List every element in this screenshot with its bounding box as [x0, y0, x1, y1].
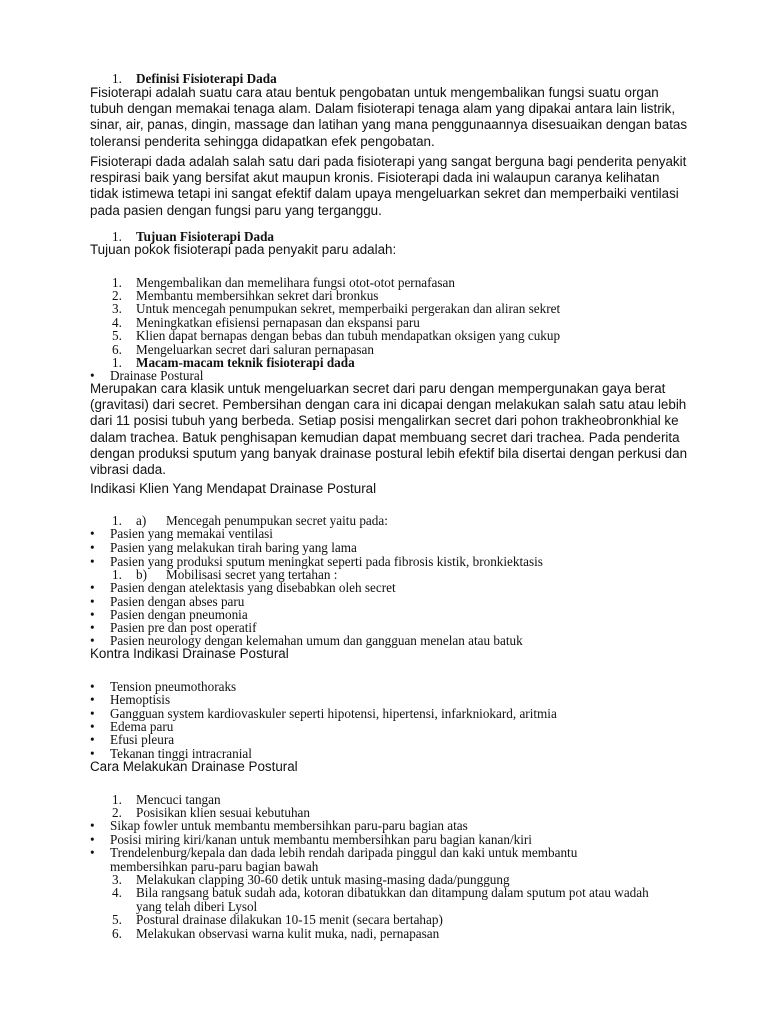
list-item: Sikap fowler untuk membantu membersihkan paru-paru bagian atas — [110, 818, 468, 833]
list-number: 6. — [112, 342, 122, 357]
section-title-cara-melakukan: Cara Melakukan Drainase Postural — [90, 759, 298, 774]
list-item: Pasien yang melakukan tirah baring yang lama — [110, 540, 357, 555]
list-item: Mengembalikan dan memelihara fungsi otot-otot pernafasan — [136, 275, 455, 290]
list-item: Tekanan tinggi intracranial — [110, 746, 252, 761]
section-title-macam-teknik: Macam-macam teknik fisioterapi dada — [136, 355, 355, 370]
list-item: Pasien pre dan post operatif — [110, 620, 257, 635]
list-item: Untuk mencegah penumpukan sekret, memperbaiki pergerakan dan aliran sekret — [136, 301, 561, 316]
list-number: 1. — [112, 567, 122, 582]
list-item: Klien dapat bernapas dengan bebas dan tubuh mendapatkan oksigen yang cukup — [136, 328, 561, 343]
bullet-mark: • — [90, 719, 95, 734]
bullet-mark: • — [90, 607, 95, 622]
list-item: Gangguan system kardiovaskuler seperti hipotensi, hipertensi, infarkniokard, aritmia — [110, 706, 557, 721]
bullet-mark: • — [90, 832, 95, 847]
list-number: 1. — [112, 792, 122, 807]
list-item: Melakukan clapping 30-60 detik untuk masing-masing dada/punggung — [136, 872, 510, 887]
section-title-indikasi: Indikasi Klien Yang Mendapat Drainase Postural — [90, 481, 377, 496]
bullet-mark: • — [90, 845, 95, 860]
list-number: 2. — [112, 288, 122, 303]
section-title-tujuan: Tujuan Fisioterapi Dada — [136, 229, 275, 244]
section-number: 1. — [112, 355, 122, 370]
list-item-drainase-postural: Drainase Postural — [110, 368, 204, 383]
bullet-mark: • — [90, 706, 95, 721]
list-item: Pasien yang produksi sputum meningkat seperti pada fibrosis kistik, bronkiektasis — [110, 554, 543, 569]
list-number: 2. — [112, 805, 122, 820]
bullet-mark: • — [90, 633, 95, 648]
paragraph-tujuan-intro: Tujuan pokok fisioterapi pada penyakit paru adalah: — [90, 242, 397, 257]
bullet-mark: • — [90, 594, 95, 609]
list-item: Trendelenburg/kepala dan dada lebih rendah daripada pinggul dan kaki untuk membantu membersihkan paru-paru bagian bawah — [110, 845, 578, 874]
list-item: Tension pneumothoraks — [110, 679, 237, 694]
bullet-mark: • — [90, 620, 95, 635]
list-number: 4. — [112, 885, 122, 900]
list-item: Pasien dengan atelektasis yang disebabkan oleh secret — [110, 580, 396, 595]
list-item: Posisikan klien sesuai kebutuhan — [136, 805, 310, 820]
bullet-mark: • — [90, 526, 95, 541]
list-item: Pasien yang memakai ventilasi — [110, 526, 273, 541]
section-title-definisi: Definisi Fisioterapi Dada — [136, 71, 277, 86]
section-number: 1. — [112, 71, 122, 86]
bullet-mark: • — [90, 732, 95, 747]
list-number: 5. — [112, 328, 122, 343]
list-letter: a) — [136, 513, 147, 528]
list-item: Postural drainase dilakukan 10-15 menit (secara bertahap) — [136, 912, 443, 927]
list-number: 5. — [112, 912, 122, 927]
list-item: Mencegah penumpukan secret yaitu pada: — [166, 513, 388, 528]
list-number: 3. — [112, 872, 122, 887]
section-title-kontra-indikasi: Kontra Indikasi Drainase Postural — [90, 646, 289, 661]
list-item: Bila rangsang batuk sudah ada, kotoran dibatukkan dan ditampung dalam sputum pot atau wadah yang telah diberi Lysol — [136, 885, 649, 914]
bullet-mark: • — [90, 368, 95, 383]
bullet-mark: • — [90, 746, 95, 761]
paragraph-definisi: Fisioterapi adalah suatu cara atau bentuk pengobatan untuk mengembalikan fungsi suatu organ tubuh dengan memakai tenaga alam. Dalam fisioterapi tenaga alam yang dipakai antara lain listrik, sinar, air, panas, dingin, massage dan latihan yang mana penggunaannya disesuaikan dengan batas toleransi penderita sehingga didapatkan efek pengobatan. — [90, 85, 688, 149]
list-number: 6. — [112, 926, 122, 941]
list-item: Pasien dengan pneumonia — [110, 607, 248, 622]
bullet-mark: • — [90, 818, 95, 833]
list-number: 4. — [112, 315, 122, 330]
paragraph-drainase-postural: Merupakan cara klasik untuk mengeluarkan secret dari paru dengan mempergunakan gaya berat (gravitasi) dari secret. Pembersihan dengan cara ini dicapai dengan melakukan salah satu atau lebih dari 11 posisi tubuh yang berbeda. Setiap posisi mengalirkan secret dari pohon trakheobronkhial ke dalam trachea. Batuk penghisapan kemudian dapat membuang secret dari trachea. Pada penderita dengan produksi sputum yang banyak drainase postural lebih efektif bila disertai dengan perkusi dan vibrasi dada. — [90, 381, 688, 478]
list-number: 1. — [112, 275, 122, 290]
list-item: Hemoptisis — [110, 692, 171, 707]
list-item: Edema paru — [110, 719, 174, 734]
list-item: Membantu membersihkan sekret dari bronkus — [136, 288, 379, 303]
bullet-mark: • — [90, 554, 95, 569]
list-item: Meningkatkan efisiensi pernapasan dan ekspansi paru — [136, 315, 420, 330]
bullet-mark: • — [90, 679, 95, 694]
list-item: Posisi miring kiri/kanan untuk membantu membersihkan paru bagian kanan/kiri — [110, 832, 532, 847]
list-item: Efusi pleura — [110, 732, 175, 747]
section-number: 1. — [112, 229, 122, 244]
list-item: Mengeluarkan secret dari saluran pernapasan — [136, 342, 374, 357]
list-item: Melakukan observasi warna kulit muka, nadi, pernapasan — [136, 926, 440, 941]
bullet-mark: • — [90, 540, 95, 555]
list-letter: b) — [136, 567, 147, 582]
list-item: Pasien neurology dengan kelemahan umum dan gangguan menelan atau batuk — [110, 633, 523, 648]
list-item: Mencuci tangan — [136, 792, 221, 807]
bullet-mark: • — [90, 692, 95, 707]
list-item: Pasien dengan abses paru — [110, 594, 245, 609]
list-item: Mobilisasi secret yang tertahan : — [166, 567, 338, 582]
list-number: 1. — [112, 513, 122, 528]
bullet-mark: • — [90, 580, 95, 595]
paragraph-fisioterapi-dada: Fisioterapi dada adalah salah satu dari pada fisioterapi yang sangat berguna bagi penderita penyakit respirasi baik yang bersifat akut maupun kronis. Fisioterapi dada ini walaupun caranya kelihatan tidak istimewa tetapi ini sangat efektif dalam upaya mengeluarkan sekret dan memperbaiki ventilasi pada pasien dengan fungsi paru yang terganggu. — [90, 154, 687, 218]
list-number: 3. — [112, 301, 122, 316]
